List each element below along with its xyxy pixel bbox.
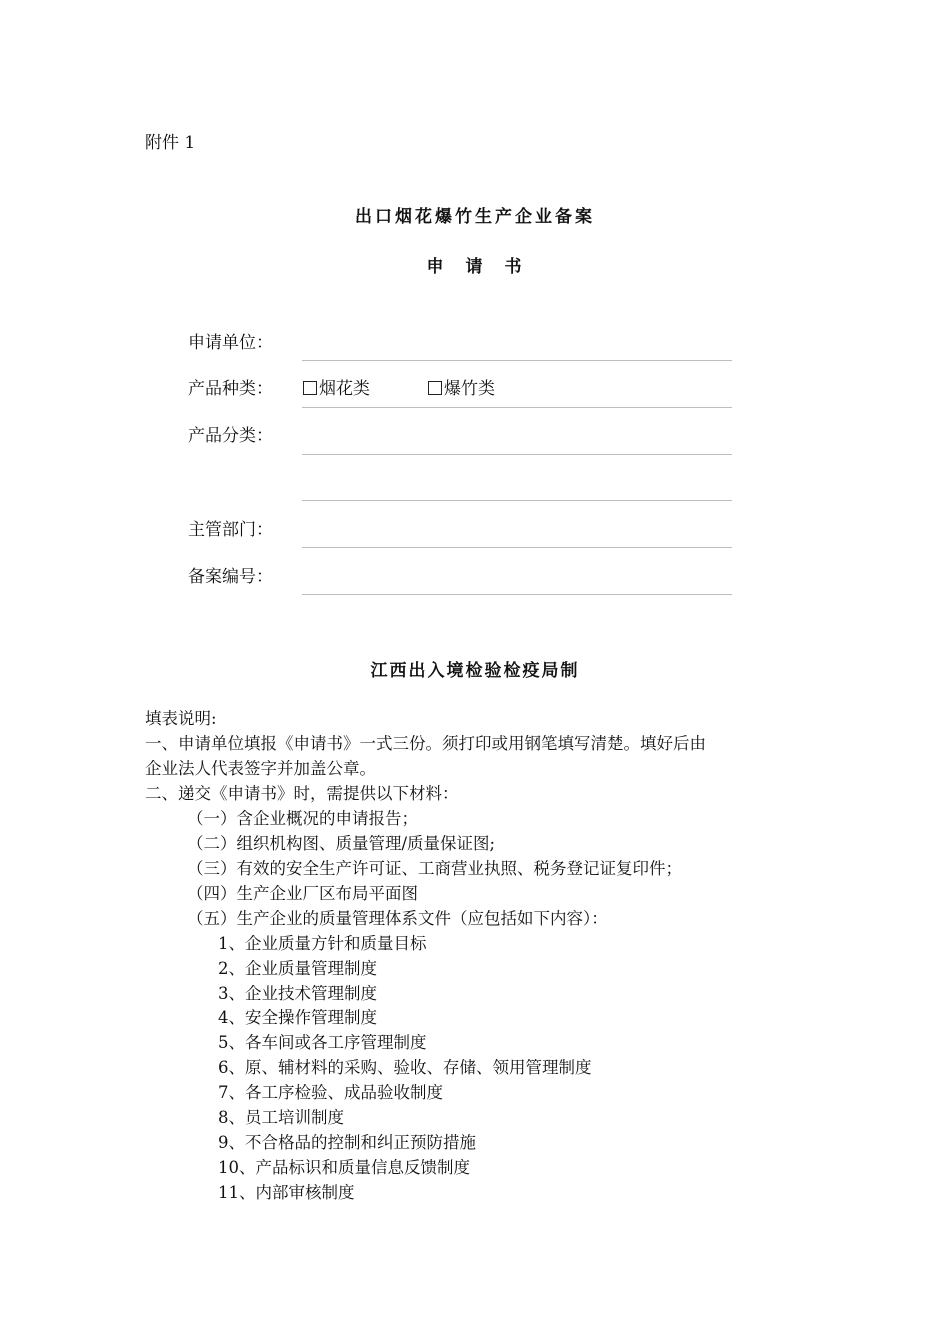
department-field-line[interactable] (302, 547, 732, 548)
instruction-item-1-cont: 企业法人代表签字并加盖公章。 (145, 759, 376, 778)
qms-item: 2、企业质量管理制度 (218, 959, 377, 978)
applicant-label: 申请单位： (188, 333, 273, 353)
checkbox-square-icon (428, 381, 442, 395)
material-item: （三）有效的安全生产许可证、工商营业执照、税务登记证复印件； (187, 859, 682, 878)
qms-item: 11、内部审核制度 (218, 1183, 355, 1202)
qms-item: 5、各车间或各工序管理制度 (218, 1033, 427, 1052)
department-label: 主管部门： (188, 520, 273, 540)
applicant-field-line[interactable] (302, 360, 732, 361)
product-category-label: 产品分类： (188, 426, 273, 446)
document-subtitle: 申请书 (426, 257, 544, 277)
qms-item: 4、安全操作管理制度 (218, 1008, 377, 1027)
fireworks-option-label: 烟花类 (319, 379, 370, 399)
qms-item: 10、产品标识和质量信息反馈制度 (218, 1158, 470, 1177)
qms-item: 7、各工序检验、成品验收制度 (218, 1083, 443, 1102)
qms-item: 8、员工培训制度 (218, 1108, 344, 1127)
product-category-line-2[interactable] (302, 500, 732, 501)
firecrackers-checkbox[interactable] (428, 374, 495, 399)
checkbox-square-icon (303, 381, 317, 395)
product-type-label: 产品种类： (188, 379, 273, 399)
qms-item: 9、不合格品的控制和纠正预防措施 (218, 1133, 476, 1152)
fireworks-checkbox[interactable] (303, 374, 370, 399)
product-category-line-1[interactable] (302, 454, 732, 455)
qms-item: 3、企业技术管理制度 (218, 984, 377, 1003)
material-item: （二）组织机构图、质量管理/质量保证图; (187, 834, 496, 853)
material-item: （一）含企业概况的申请报告； (187, 809, 418, 828)
instructions-heading: 填表说明: (145, 709, 217, 728)
record-number-field-line[interactable] (302, 594, 732, 595)
document-title: 出口烟花爆竹生产企业备案 (355, 207, 595, 227)
material-item: （五）生产企业的质量管理体系文件（应包括如下内容）： (187, 909, 608, 928)
instruction-item-2: 二、递交《申请书》时，需提供以下材料： (145, 784, 459, 803)
firecrackers-option-label: 爆竹类 (444, 379, 495, 399)
material-item: （四）生产企业厂区布局平面图 (187, 884, 418, 903)
qms-item: 6、原、辅材料的采购、验收、存储、领用管理制度 (218, 1058, 592, 1077)
instruction-item-1: 一、申请单位填报《申请书》一式三份。须打印或用钢笔填写清楚。填好后由 (145, 734, 706, 753)
record-number-label: 备案编号： (188, 567, 273, 587)
issuer-name: 江西出入境检验检疫局制 (370, 661, 580, 681)
attachment-label: 附件 1 (145, 133, 196, 153)
qms-item: 1、企业质量方针和质量目标 (218, 934, 427, 953)
product-type-line (302, 407, 732, 408)
